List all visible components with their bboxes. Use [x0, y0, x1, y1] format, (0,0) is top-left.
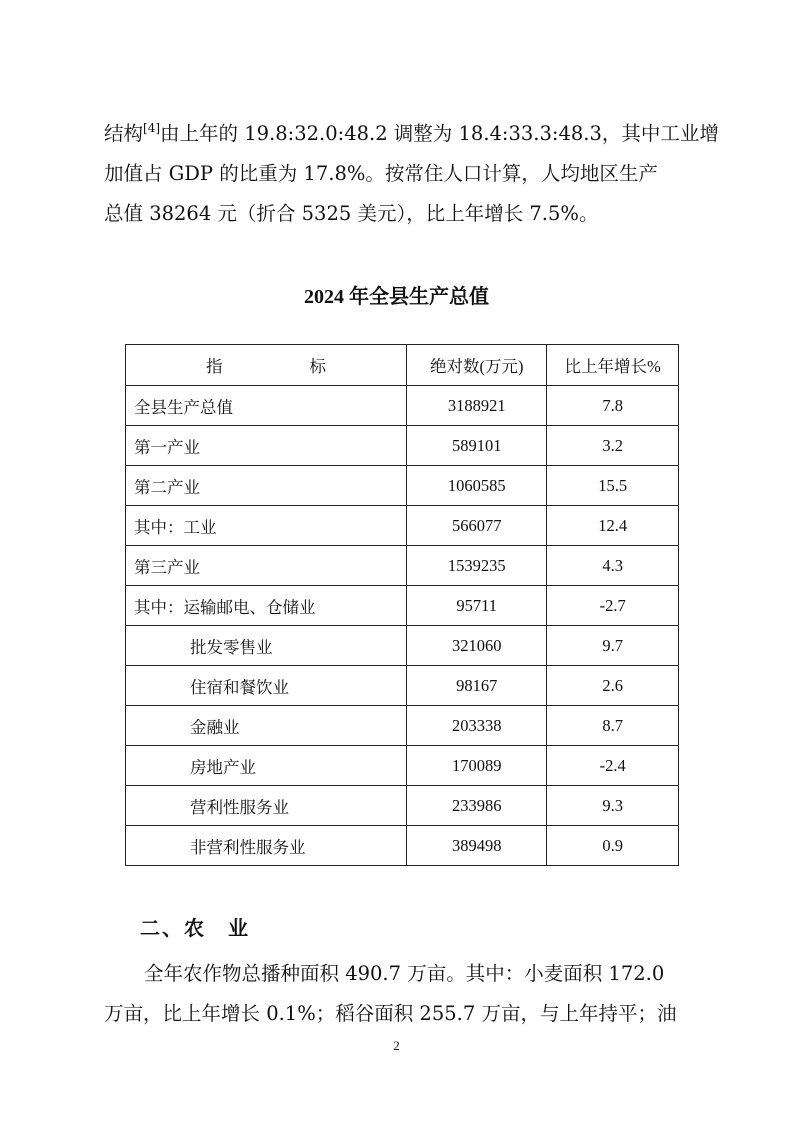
row-value: 389498	[407, 826, 547, 866]
intro-line-1-rest: 由上年的 19.8:32.0:48.2 调整为 18.4:33.3:48.3，其中工业增	[160, 122, 719, 145]
row-value: 170089	[407, 746, 547, 786]
row-growth: 2.6	[547, 666, 679, 706]
intro-line-1-text: 结构	[104, 122, 144, 145]
table-row	[126, 546, 679, 586]
page-number: 2	[393, 1038, 400, 1053]
intro-line-2: 加值占 GDP 的比重为 17.8%。按常住人口计算，人均地区生产	[104, 162, 658, 185]
table-row	[126, 826, 679, 866]
row-growth: 12.4	[547, 506, 679, 546]
row-growth: 4.3	[547, 546, 679, 586]
table-row	[126, 706, 679, 746]
row-growth: 9.7	[547, 626, 679, 666]
table-row	[126, 666, 679, 706]
header-indicator	[126, 345, 407, 386]
row-value: 203338	[407, 706, 547, 746]
table-row	[126, 506, 679, 546]
section-line-2: 万亩，比上年增长 0.1%；稻谷面积 255.7 万亩，与上年持平；油	[104, 1002, 677, 1025]
row-name: 其中：运输邮电、仓储业	[126, 586, 407, 626]
table-row	[126, 746, 679, 786]
row-name: 第一产业	[126, 426, 407, 466]
row-value: 233986	[407, 786, 547, 826]
row-name: 批发零售业	[126, 626, 407, 666]
row-value: 589101	[407, 426, 547, 466]
table-row	[126, 786, 679, 826]
table-title: 2024 年全县生产总值	[304, 286, 489, 308]
row-growth: -2.4	[547, 746, 679, 786]
intro-line-3: 总值 38264 元（折合 5325 美元），比上年增长 7.5%。	[104, 202, 599, 225]
row-growth: 9.3	[547, 786, 679, 826]
table-row	[126, 586, 679, 626]
section-heading: 二、农 业	[140, 916, 250, 940]
row-growth: -2.7	[547, 586, 679, 626]
row-growth: 8.7	[547, 706, 679, 746]
row-value: 1539235	[407, 546, 547, 586]
table-row	[126, 386, 679, 426]
row-name: 第三产业	[126, 546, 407, 586]
row-name: 第二产业	[126, 466, 407, 506]
header-absolute: 绝对数(万元)	[407, 345, 547, 386]
table-row	[126, 466, 679, 506]
row-growth: 15.5	[547, 466, 679, 506]
row-value: 98167	[407, 666, 547, 706]
header-indicator-label: 指 标	[206, 357, 327, 376]
row-value: 566077	[407, 506, 547, 546]
section-paragraph	[104, 954, 694, 1034]
row-growth: 7.8	[547, 386, 679, 426]
row-value: 95711	[407, 586, 547, 626]
intro-paragraph	[104, 114, 719, 234]
row-value: 321060	[407, 626, 547, 666]
table-row	[126, 626, 679, 666]
row-growth: 3.2	[547, 426, 679, 466]
row-growth: 0.9	[547, 826, 679, 866]
table-row	[126, 426, 679, 466]
header-growth: 比上年增长%	[547, 345, 679, 386]
table-header-row	[126, 345, 679, 386]
row-name: 全县生产总值	[126, 386, 407, 426]
section-line-1: 全年农作物总播种面积 490.7 万亩。其中：小麦面积 172.0	[144, 962, 665, 985]
gdp-table	[125, 344, 679, 866]
intro-line-1	[104, 114, 719, 154]
row-value: 1060585	[407, 466, 547, 506]
row-name: 营利性服务业	[126, 786, 407, 826]
row-name: 非营利性服务业	[126, 826, 407, 866]
row-name: 房地产业	[126, 746, 407, 786]
row-name: 住宿和餐饮业	[126, 666, 407, 706]
row-value: 3188921	[407, 386, 547, 426]
row-name: 其中：工业	[126, 506, 407, 546]
row-name: 金融业	[126, 706, 407, 746]
footnote-ref[interactable]: [4]	[143, 121, 161, 135]
